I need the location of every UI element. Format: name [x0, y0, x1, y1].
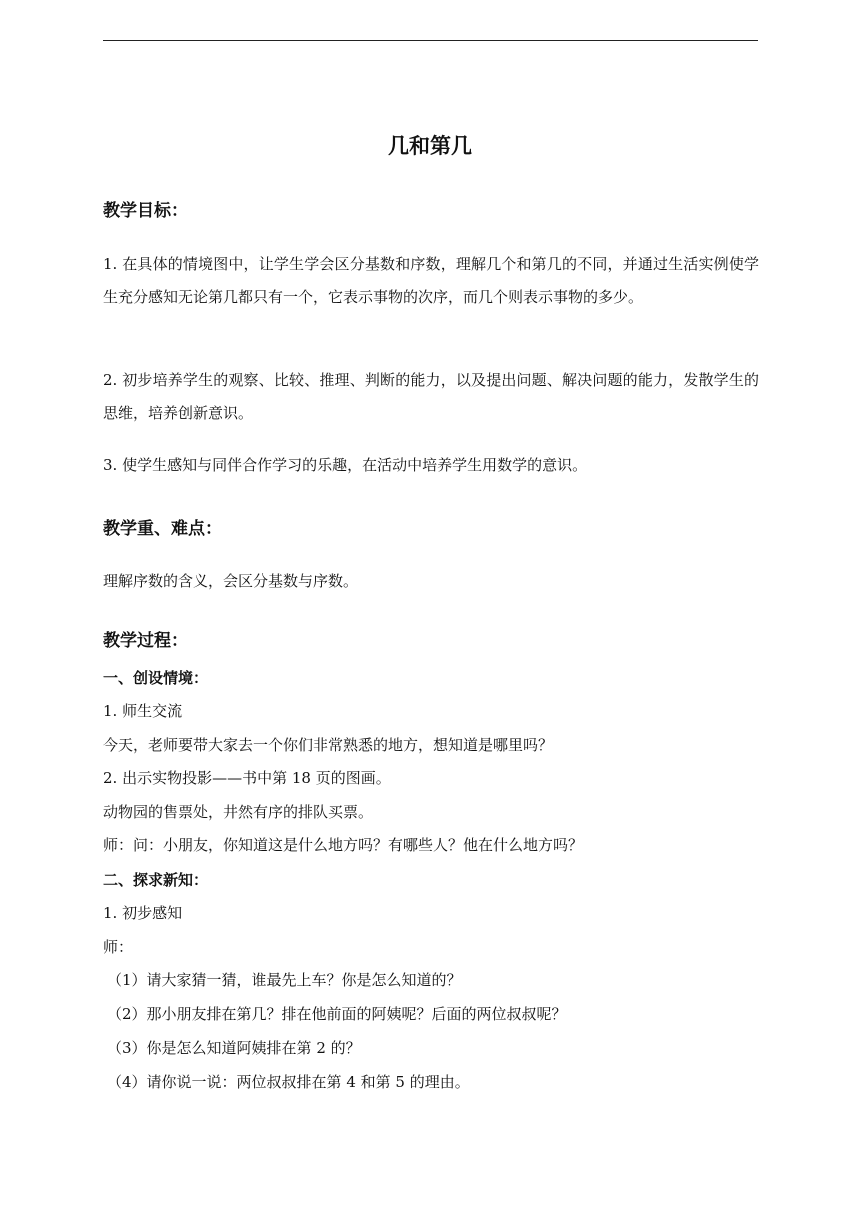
objective-item-1: 1. 在具体的情境图中，让学生学会区分基数和序数，理解几个和第几的不同，并通过生活实例使学生充分感知无论第几都只有一个，它表示事物的次序，而几个则表示事物的多少。 — [103, 255, 759, 306]
part1-line-2: 今天，老师要带大家去一个你们非常熟悉的地方，想知道是哪里吗？ — [103, 736, 554, 754]
header-rule — [103, 40, 758, 41]
question-1: （1）请大家猜一猜，谁最先上车？你是怎么知道的？ — [107, 971, 462, 989]
part2-line-1: 1. 初步感知 — [103, 904, 183, 922]
question-2: （2）那小朋友排在第几？排在他前面的阿姨呢？后面的两位叔叔呢？ — [107, 1005, 567, 1023]
objectives-heading: 教学目标： — [103, 201, 188, 221]
part1-line-5: 师：问：小朋友，你知道这是什么地方吗？有哪些人？他在什么地方吗？ — [103, 836, 584, 854]
part2-heading: 二、探求新知： — [103, 871, 209, 889]
part1-line-3: 2. 出示实物投影——书中第 18 页的图画。 — [103, 769, 391, 787]
objective-item-3: 3. 使学生感知与同伴合作学习的乐趣，在活动中培养学生用数学的意识。 — [103, 456, 588, 474]
objective-item-2: 2. 初步培养学生的观察、比较、推理、判断的能力，以及提出问题、解决问题的能力，发散学生的思维，培养创新意识。 — [103, 371, 759, 422]
part1-line-4: 动物园的售票处，井然有序的排队买票。 — [103, 803, 374, 821]
part2-line-2: 师： — [103, 938, 134, 956]
key-points-heading: 教学重、难点： — [103, 519, 222, 539]
key-points-text: 理解序数的含义，会区分基数与序数。 — [103, 572, 359, 590]
document-title: 几和第几 — [388, 134, 472, 158]
question-3: （3）你是怎么知道阿姨排在第 2 的？ — [107, 1039, 361, 1057]
part1-line-1: 1. 师生交流 — [103, 702, 183, 720]
process-heading: 教学过程： — [103, 631, 188, 651]
part1-heading: 一、创设情境： — [103, 669, 209, 687]
question-4: （4）请你说一说：两位叔叔排在第 4 和第 5 的理由。 — [107, 1073, 470, 1091]
